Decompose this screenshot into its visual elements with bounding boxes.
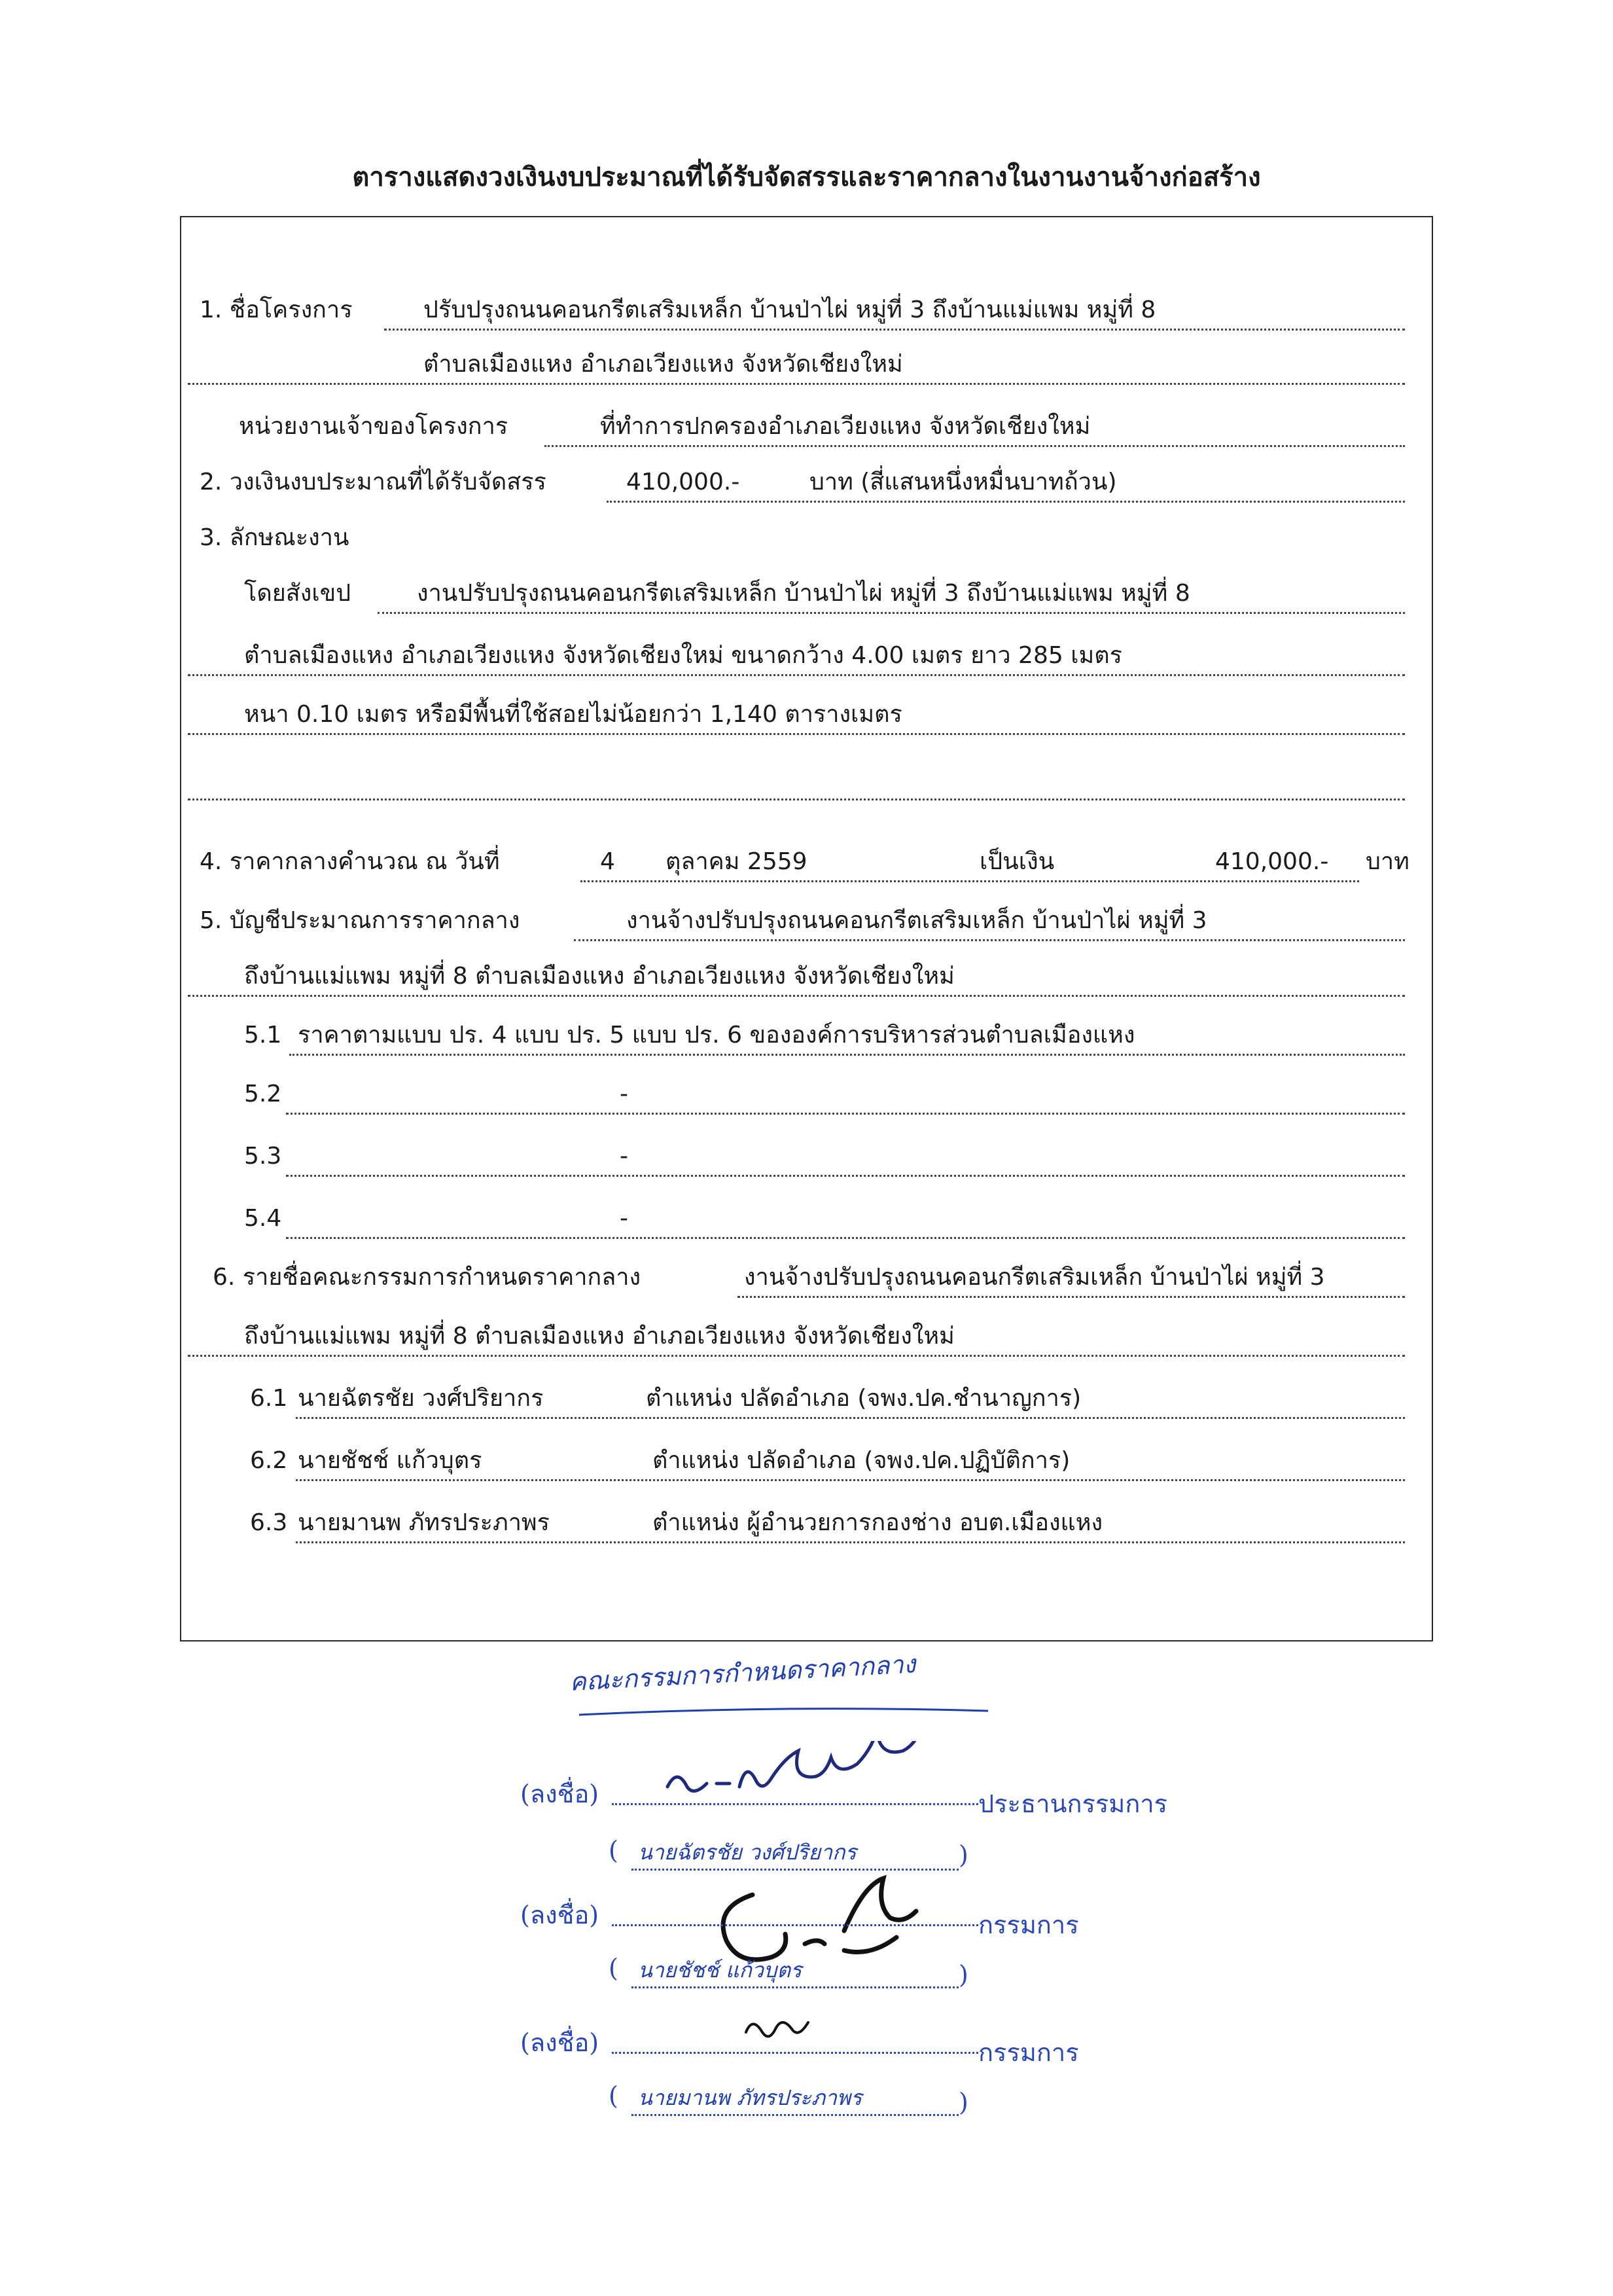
member-number: 6.1 (250, 1385, 288, 1412)
item1-label: 1. ชื่อโครงการ (200, 296, 353, 323)
dotted-line (188, 383, 1405, 385)
chair-role: ประธานกรรมการ (978, 1789, 1168, 1818)
dotted-line (289, 1054, 1405, 1056)
item4-amount: 410,000.- (1215, 848, 1329, 875)
budget-amount: 410,000.- (626, 469, 740, 495)
member-position: ตำแหน่ง ปลัดอำเภอ (จพง.ปค.ชำนาญการ) (646, 1385, 1082, 1412)
sub-item-value: - (620, 1143, 628, 1170)
handwritten-name-1: นายฉัตรชัย วงศ์ปริยากร (638, 1840, 857, 1865)
close-paren: ) (959, 2088, 968, 2117)
item3-line1: งานปรับปรุงถนนคอนกรีตเสริมเหล็ก บ้านป่าไผ่ หมู่ที่ 3 ถึงบ้านแม่แพม หมู่ที่ 8 (417, 580, 1190, 607)
item4-amount-label: เป็นเงิน (980, 848, 1055, 875)
item6-label: 6. รายชื่อคณะกรรมการกำหนดราคากลาง (213, 1264, 641, 1291)
open-paren: ( (609, 1954, 618, 1982)
sub-item-number: 5.4 (244, 1205, 282, 1232)
close-paren: ) (959, 1960, 968, 1989)
dotted-line (188, 674, 1405, 676)
item6-line2: ถึงบ้านแม่แพม หมู่ที่ 8 ตำบลเมืองแหง อำเภอเวียงแหง จังหวัดเชียงใหม่ (244, 1323, 955, 1350)
item3-line3: หนา 0.10 เมตร หรือมีพื้นที่ใช้สอยไม่น้อยกว่า 1,140 ตารางเมตร (244, 701, 902, 728)
item4-day: 4 (600, 848, 615, 875)
sub-item-number: 5.3 (244, 1143, 282, 1170)
form-frame (180, 216, 1433, 1641)
close-paren: ) (959, 1840, 968, 1869)
sign-label: (ลงชื่อ) (520, 1780, 599, 1808)
dotted-line (737, 1296, 1405, 1298)
sub-item-value: - (620, 1081, 628, 1107)
dotted-line (286, 1237, 1405, 1239)
item5-label: 5. บัญชีประมาณการราคากลาง (200, 907, 520, 934)
handwritten-name-3: นายมานพ ภัทรประภาพร (638, 2085, 862, 2110)
dotted-line (188, 1355, 1405, 1357)
sub-item-number: 5.2 (244, 1081, 282, 1107)
signature-chair (654, 1741, 955, 1813)
underline-stroke (576, 1702, 995, 1721)
item1-value-line2: ตำบลเมืองแหง อำเภอเวียงแหง จังหวัดเชียงใหม่ (423, 351, 903, 378)
item5-line1: งานจ้างปรับปรุงถนนคอนกรีตเสริมเหล็ก บ้านป่าไผ่ หมู่ที่ 3 (626, 907, 1207, 934)
agency-label: หน่วยงานเจ้าของโครงการ (239, 413, 508, 440)
sub-item-value: ราคาตามแบบ ปร. 4 แบบ ปร. 5 แบบ ปร. 6 ขององค์การบริหารส่วนตำบลเมืองแหง (298, 1022, 1135, 1049)
member-name: นายฉัตรชัย วงศ์ปริยากร (298, 1385, 544, 1412)
sign-label: (ลงชื่อ) (520, 2028, 599, 2057)
signature-line (612, 2052, 978, 2054)
dotted-line (544, 445, 1405, 447)
item3-line2: ตำบลเมืองแหง อำเภอเวียงแหง จังหวัดเชียงใหม่ ขนาดกว้าง 4.00 เมตร ยาว 285 เมตร (244, 642, 1122, 669)
dotted-line (607, 501, 1405, 503)
handwritten-name-2: นายชัชช์ แก้วบุตร (638, 1958, 802, 1982)
member-role: กรรมการ (978, 2038, 1079, 2067)
name-line (631, 1986, 959, 1988)
dotted-line (286, 1175, 1405, 1177)
item4-currency: บาท (1366, 848, 1409, 875)
dotted-line (286, 1113, 1405, 1115)
item3-summary-label: โดยสังเขป (244, 580, 351, 607)
item1-value-line1: ปรับปรุงถนนคอนกรีตเสริมเหล็ก บ้านป่าไผ่ หมู่ที่ 3 ถึงบ้านแม่แพม หมู่ที่ 8 (423, 296, 1156, 323)
dotted-line (188, 798, 1405, 800)
dotted-line (188, 995, 1405, 997)
dotted-line (296, 1541, 1405, 1543)
agency-value: ที่ทำการปกครองอำเภอเวียงแหง จังหวัดเชียงใหม่ (600, 413, 1091, 440)
member-name: นายชัชช์ แก้วบุตร (298, 1447, 482, 1474)
member-number: 6.3 (250, 1509, 288, 1536)
signature-member-2 (739, 2006, 818, 2045)
sub-item-value: - (620, 1205, 628, 1232)
name-line (631, 2114, 959, 2116)
member-role: กรรมการ (978, 1910, 1079, 1939)
sub-item-number: 5.1 (244, 1022, 282, 1049)
item4-month-year: ตุลาคม 2559 (665, 848, 807, 875)
open-paren: ( (609, 1836, 618, 1865)
member-position: ตำแหน่ง ปลัดอำเภอ (จพง.ปค.ปฏิบัติการ) (652, 1447, 1071, 1474)
dotted-line (384, 329, 1405, 331)
sign-label: (ลงชื่อ) (520, 1901, 599, 1929)
dotted-line (296, 1417, 1405, 1419)
item3-label: 3. ลักษณะงาน (200, 524, 349, 551)
item4-label: 4. ราคากลางคำนวณ ณ วันที่ (200, 848, 500, 875)
item2-label: 2. วงเงินงบประมาณที่ได้รับจัดสรร (200, 469, 546, 495)
dotted-line (574, 939, 1405, 941)
item5-line2: ถึงบ้านแม่แพม หมู่ที่ 8 ตำบลเมืองแหง อำเภอเวียงแหง จังหวัดเชียงใหม่ (244, 963, 955, 990)
member-number: 6.2 (250, 1447, 288, 1474)
dotted-line (296, 1479, 1405, 1481)
budget-unit-text: บาท (สี่แสนหนึ่งหมื่นบาทถ้วน) (809, 469, 1117, 495)
dotted-line (378, 612, 1405, 614)
handwritten-heading: คณะกรรมการกำหนดราคากลาง (569, 1649, 917, 1696)
member-name: นายมานพ ภัทรประภาพร (298, 1509, 550, 1536)
member-position: ตำแหน่ง ผู้อำนวยการกองช่าง อบต.เมืองแหง (652, 1509, 1103, 1536)
item6-line1: งานจ้างปรับปรุงถนนคอนกรีตเสริมเหล็ก บ้านป่าไผ่ หมู่ที่ 3 (744, 1264, 1325, 1291)
dotted-line (580, 880, 1359, 882)
signature-line (612, 1924, 978, 1926)
document-title: ตารางแสดงวงเงินงบประมาณที่ได้รับจัดสรรและราคากลางในงานงานจ้างก่อสร้าง (352, 162, 1261, 192)
open-paren: ( (609, 2081, 618, 2110)
dotted-line (188, 733, 1405, 735)
